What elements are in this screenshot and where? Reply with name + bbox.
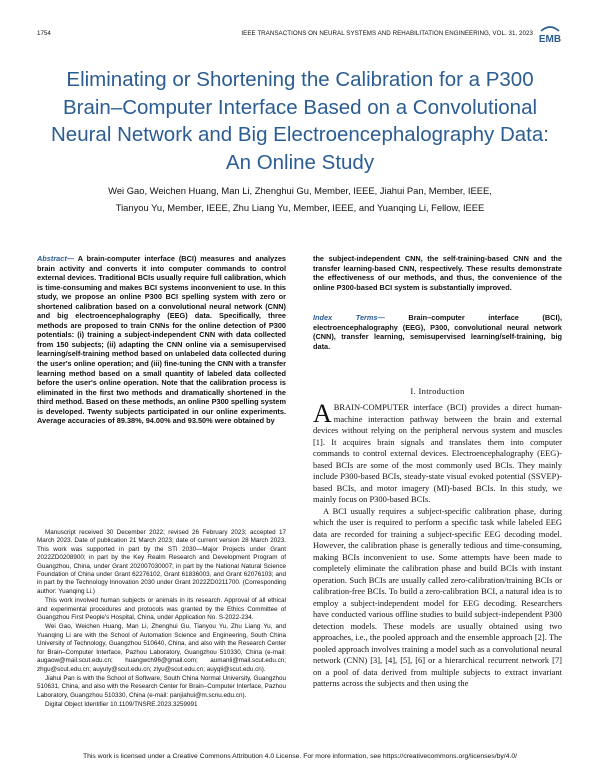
abstract-text-left: A brain-computer interface (BCI) measures and analyzes brain activity and converts it into computer commands to control external devices. Traditional BCIs usually require full calibration, which is time-consuming and makes BCI systems inconvenient to use. In this study, we propose an online P300 BCI spelling system with zero or shortened calibration based on a convolutional neural network (CNN) and big electroencephalography (EEG) data. Specifically, three methods are proposed to train CNNs for the online detection of P300 potentials: (i) training a subject-independent CNN with data collected from 150 subjects; (ii) adapting the CNN online via a semisupervised learning/self-training method based on unlabeled data collected during the user's online operation; and (iii) fine-tuning the CNN with a transfer learning method based on a small quantity of labeled data collected before the user's online operation. Note that the calibration process is eliminated in the first two methods and dramatically shortened in the third method. Based on these methods, an online P300 spelling system is developed. Twenty subjects participated in our online experiments. Average accuracies of 89.38%, 94.00% and 93.50% were obtained by — [37, 254, 286, 426]
section-heading: I. Introduction — [410, 386, 465, 396]
abstract-label: Abstract— — [37, 254, 75, 263]
intro-paragraph-1 — [313, 399, 562, 506]
abstract-text-right: the subject-independent CNN, the self-training-based CNN and the transfer learning-based CNN, respectively. These results demonstrate the effectiveness of our methods, and thus, the convenience of the online P300-based BCI system is substantially improved. — [313, 254, 562, 292]
drop-cap: A — [313, 399, 332, 428]
introduction-body — [313, 399, 562, 690]
intro-paragraph-1-text: BRAIN-COMPUTER interface (BCI) provides a direct human-machine interaction pathway between the brain and external devices without relying on the peripheral nervous system and muscles [1]. It acquires brain signals and translates them into computer commands to control external devices. Electroencephalography (EEG)-based BCIs are some of the most commonly used BCIs. They mainly include P300-based BCIs, steady-state visual evoked potential (SSVEP)-based BCIs, and motor imagery (MI)-based BCIs. In this study, we mainly focus on P300-based BCIs. — [313, 402, 562, 504]
emb-logo-text: EMB — [538, 34, 562, 45]
author-line-2: Tianyou Yu, Member, IEEE, Zhu Liang Yu, Member, IEEE, and Yuanqing Li, Fellow, IEEE — [115, 201, 485, 213]
author-line-1: Wei Gao, Weichen Huang, Man Li, Zhenghui Gu, Member, IEEE, Jiahui Pan, Member, IEEE, — [108, 185, 492, 196]
page-number: 1754 — [37, 30, 51, 37]
journal-name: IEEE TRANSACTIONS ON NEURAL SYSTEMS AND REHABILITATION ENGINEERING, VOL. 31, 2023 — [241, 30, 533, 37]
index-terms — [313, 313, 562, 351]
index-terms-text: Brain–computer interface (BCI), electroencephalography (EEG), P300, convolutional neural network (CNN), transfer learning, semisupervised learning/self-training, big data. — [313, 313, 562, 351]
footnote-manuscript: Manuscript received 30 December 2022; revised 26 February 2023; accepted 17 March 2023. Date of publication 21 March 2023; date of current version 28 March 2023. This work was supported in part by the STI 2030—Major Projects under Grant 2022ZD0208900; in part by the Key Realm Research and Development Program of Guangzhou, China, under Grant 202007030007; in part by the National Natural Science Foundation of China under Grant 62276102, Grant 61836003, and Grant 62076103; and in part by the Technology Innovation 2030 under Grant 2022ZD0211700. (Corresponding author: Yuanqing Li.) — [37, 529, 286, 595]
footnotes — [37, 529, 286, 711]
footnote-affiliation-2: Jiahui Pan is with the School of Software, South China Normal University, Guangzhou 510631, China, and also with the Research Center for Brain–Computer Interface, Pazhou Laboratory, Guangzhou 510330, China (e-mail: panjiahui@m.scnu.edu.cn). — [37, 674, 286, 699]
footnote-affiliation-1: Wei Gao, Weichen Huang, Man Li, Zhenghui Gu, Tianyou Yu, Zhu Liang Yu, and Yuanqing Li are with the School of Automation Science and Engineering, South China University of Technology, Guangzhou 510640, China, and also with the Research Center for Brain–Computer Interface, Pazhou Laboratory, Guangzhou 510330, China (e-mail: augaow@mail.scut.edu.cn; huangwch96@gmail.com; aumanli@mail.scut.edu.cn; zhgu@scut.edu.cn; auyuty@scut.edu.cn; zlyu@scut.edu.cn; auyqli@scut.edu.cn). — [37, 623, 286, 673]
index-terms-label: Index Terms— — [313, 313, 385, 322]
intro-paragraph-2: A BCI usually requires a subject-specific calibration phase, during which the user is required to perform a specific task while labeled EEG data are recorded for training a subject-specific EEG decoding model. However, the calibration phase is generally tedious and time-consuming, making BCIs inconvenient to use. Some attempts have been made to completely eliminate the calibration phase and build BCIs with instant operation. Such BCIs are usually called zero-calibration/training BCIs or calibration-free BCIs. To build a zero-calibration BCI, a natural idea is to employ a subject-independent model for EEG decoding. Researchers have conducted various offline studies to build subject-independent P300 detection models. These models are usually obtained using two approaches, i.e., the pooled approach and the ensemble approach [2]. The pooled approach involves training a model such as a convolutional neural network (CNN) [3], [4], [5], [6] or a hierarchical recurrent network [7] on a pool of data derived from multiple subjects to extract invariant patterns across the subjects and then using the — [313, 505, 562, 688]
abstract-left — [37, 254, 286, 426]
emb-logo — [537, 24, 563, 46]
license-notice[interactable]: This work is licensed under a Creative Commons Attribution 4.0 License. For more information, see https://creativecommons.org/licenses/by/4.0/ — [82, 753, 518, 760]
footnote-ethics: This work involved human subjects or animals in its research. Approval of all ethical and experimental procedures and protocols was granted by the Ethics Committee of Guangzhou First People's Hospital, China, under Application No. S-2022-234. — [37, 597, 286, 622]
running-header — [37, 30, 563, 42]
footnote-doi: Digital Object Identifier 10.1109/TNSRE.2023.3259991 — [45, 701, 198, 709]
paper-title: Eliminating or Shortening the Calibration for a P300 Brain–Computer Interface Based on a Convolutional Neural Network and Big Electroencephalography Data: An Online Study — [51, 68, 549, 174]
author-list — [44, 183, 556, 216]
abstract-right — [313, 254, 562, 292]
